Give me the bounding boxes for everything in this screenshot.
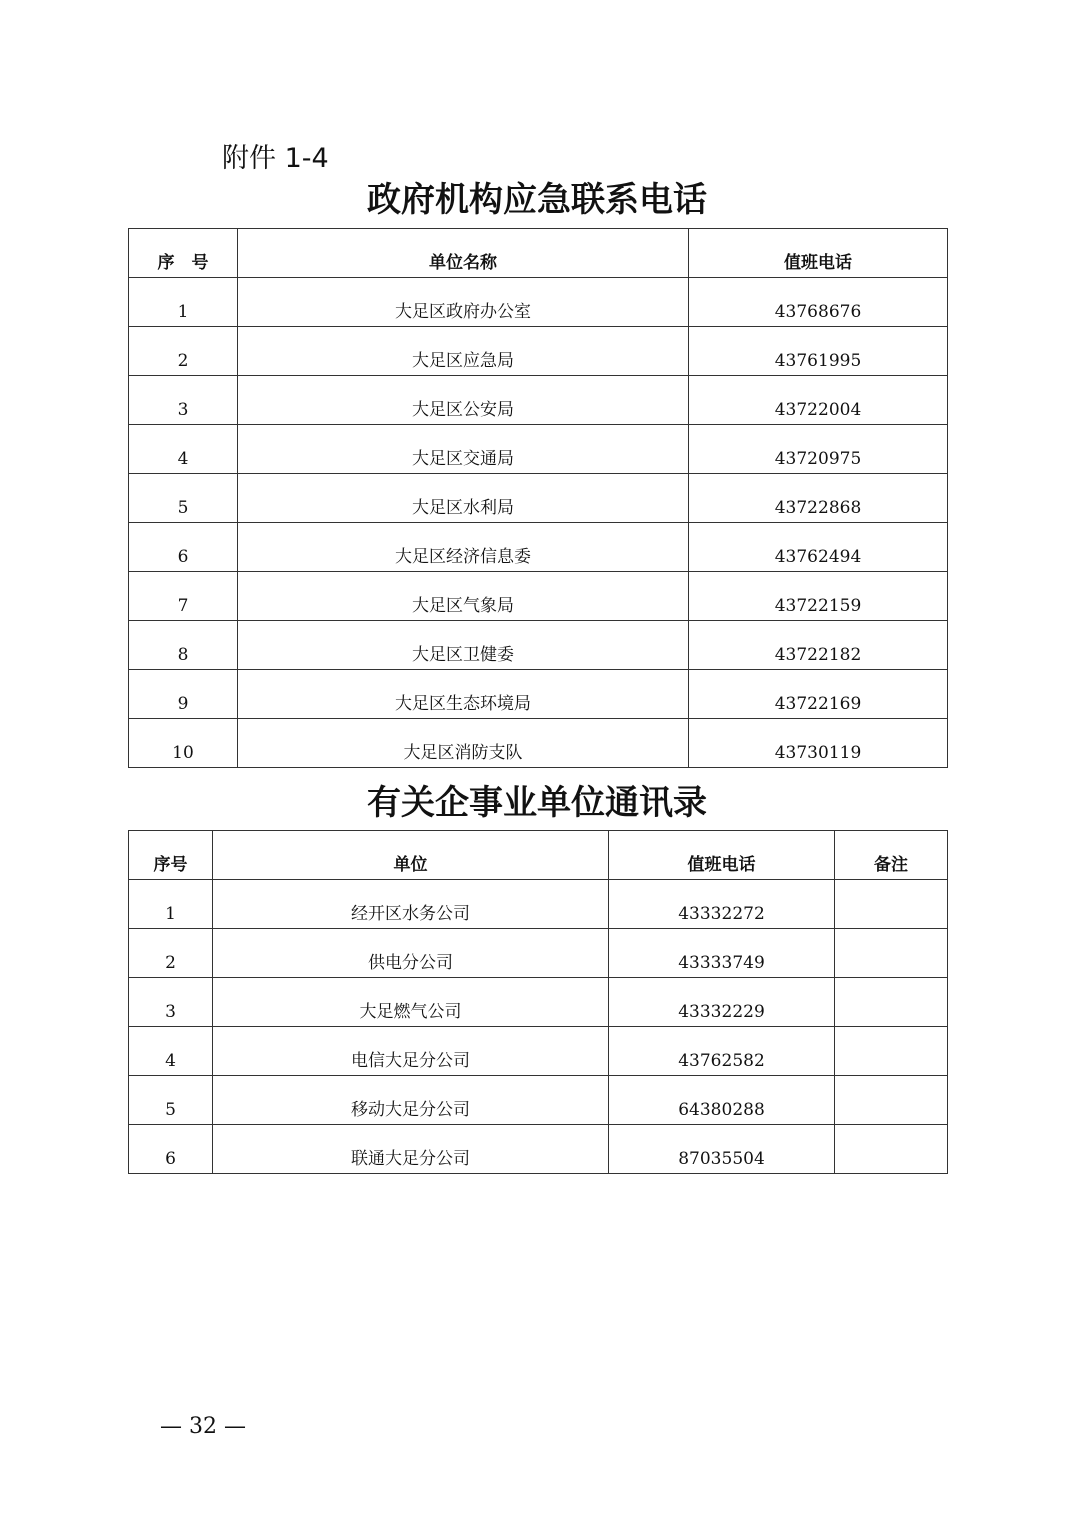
table-row — [129, 1076, 948, 1125]
table-row — [129, 880, 948, 929]
row-remark — [835, 929, 948, 978]
row-seq: 4 — [129, 1027, 213, 1076]
row-phone: 43762582 — [609, 1027, 835, 1076]
row-remark — [835, 1076, 948, 1125]
row-seq: 2 — [129, 929, 213, 978]
row-phone: 87035504 — [609, 1125, 835, 1174]
header-seq: 序号 — [129, 831, 213, 880]
row-unit: 大足区生态环境局 — [238, 670, 689, 719]
header-duty-phone: 值班电话 — [609, 831, 835, 880]
table-header-row — [129, 229, 948, 278]
row-unit: 大足区政府办公室 — [238, 278, 689, 327]
row-seq: 8 — [129, 621, 238, 670]
row-unit: 联通大足分公司 — [213, 1125, 609, 1174]
row-remark — [835, 1125, 948, 1174]
row-seq: 2 — [129, 327, 238, 376]
header-duty-phone: 值班电话 — [689, 229, 948, 278]
row-unit: 大足区卫健委 — [238, 621, 689, 670]
row-remark — [835, 1027, 948, 1076]
header-seq: 序 号 — [129, 229, 238, 278]
table-row — [129, 670, 948, 719]
row-seq: 5 — [129, 1076, 213, 1125]
row-phone: 43722004 — [689, 376, 948, 425]
row-seq: 6 — [129, 1125, 213, 1174]
section2-title: 有关企事业单位通讯录 — [367, 783, 707, 823]
table-row — [129, 376, 948, 425]
table-header-row — [129, 831, 948, 880]
row-phone: 43762494 — [689, 523, 948, 572]
row-unit: 大足区消防支队 — [238, 719, 689, 768]
section1-title: 政府机构应急联系电话 — [367, 180, 707, 220]
government-contacts-table — [128, 228, 948, 768]
row-seq: 6 — [129, 523, 238, 572]
row-phone: 43720975 — [689, 425, 948, 474]
table-row — [129, 474, 948, 523]
header-remark: 备注 — [835, 831, 948, 880]
enterprise-contacts-table — [128, 830, 948, 1174]
table-row — [129, 1125, 948, 1174]
row-seq: 10 — [129, 719, 238, 768]
row-unit: 大足区应急局 — [238, 327, 689, 376]
row-phone: 43722868 — [689, 474, 948, 523]
row-seq: 4 — [129, 425, 238, 474]
row-unit: 大足燃气公司 — [213, 978, 609, 1027]
table-row — [129, 327, 948, 376]
row-phone: 64380288 — [609, 1076, 835, 1125]
row-seq: 1 — [129, 278, 238, 327]
row-phone: 43722182 — [689, 621, 948, 670]
table-row — [129, 523, 948, 572]
row-remark — [835, 978, 948, 1027]
row-seq: 5 — [129, 474, 238, 523]
row-unit: 大足区气象局 — [238, 572, 689, 621]
row-seq: 1 — [129, 880, 213, 929]
row-phone: 43722159 — [689, 572, 948, 621]
row-unit: 大足区交通局 — [238, 425, 689, 474]
header-unit-name: 单位名称 — [238, 229, 689, 278]
header-unit: 单位 — [213, 831, 609, 880]
row-unit: 供电分公司 — [213, 929, 609, 978]
table-row — [129, 621, 948, 670]
row-unit: 移动大足分公司 — [213, 1076, 609, 1125]
row-unit: 大足区公安局 — [238, 376, 689, 425]
row-phone: 43722169 — [689, 670, 948, 719]
row-unit: 大足区水利局 — [238, 474, 689, 523]
row-unit: 电信大足分公司 — [213, 1027, 609, 1076]
row-seq: 9 — [129, 670, 238, 719]
row-seq: 7 — [129, 572, 238, 621]
row-phone: 43332272 — [609, 880, 835, 929]
row-phone: 43333749 — [609, 929, 835, 978]
table-row — [129, 1027, 948, 1076]
table-row — [129, 929, 948, 978]
table-row — [129, 719, 948, 768]
row-phone: 43332229 — [609, 978, 835, 1027]
row-seq: 3 — [129, 978, 213, 1027]
row-remark — [835, 880, 948, 929]
table-row — [129, 572, 948, 621]
row-phone: 43730119 — [689, 719, 948, 768]
table-row — [129, 278, 948, 327]
row-unit: 经开区水务公司 — [213, 880, 609, 929]
annex-label: 附件 1-4 — [222, 143, 329, 174]
row-unit: 大足区经济信息委 — [238, 523, 689, 572]
row-seq: 3 — [129, 376, 238, 425]
page-number: — 32 — — [160, 1414, 246, 1439]
row-phone: 43761995 — [689, 327, 948, 376]
row-phone: 43768676 — [689, 278, 948, 327]
table-row — [129, 425, 948, 474]
table-row — [129, 978, 948, 1027]
